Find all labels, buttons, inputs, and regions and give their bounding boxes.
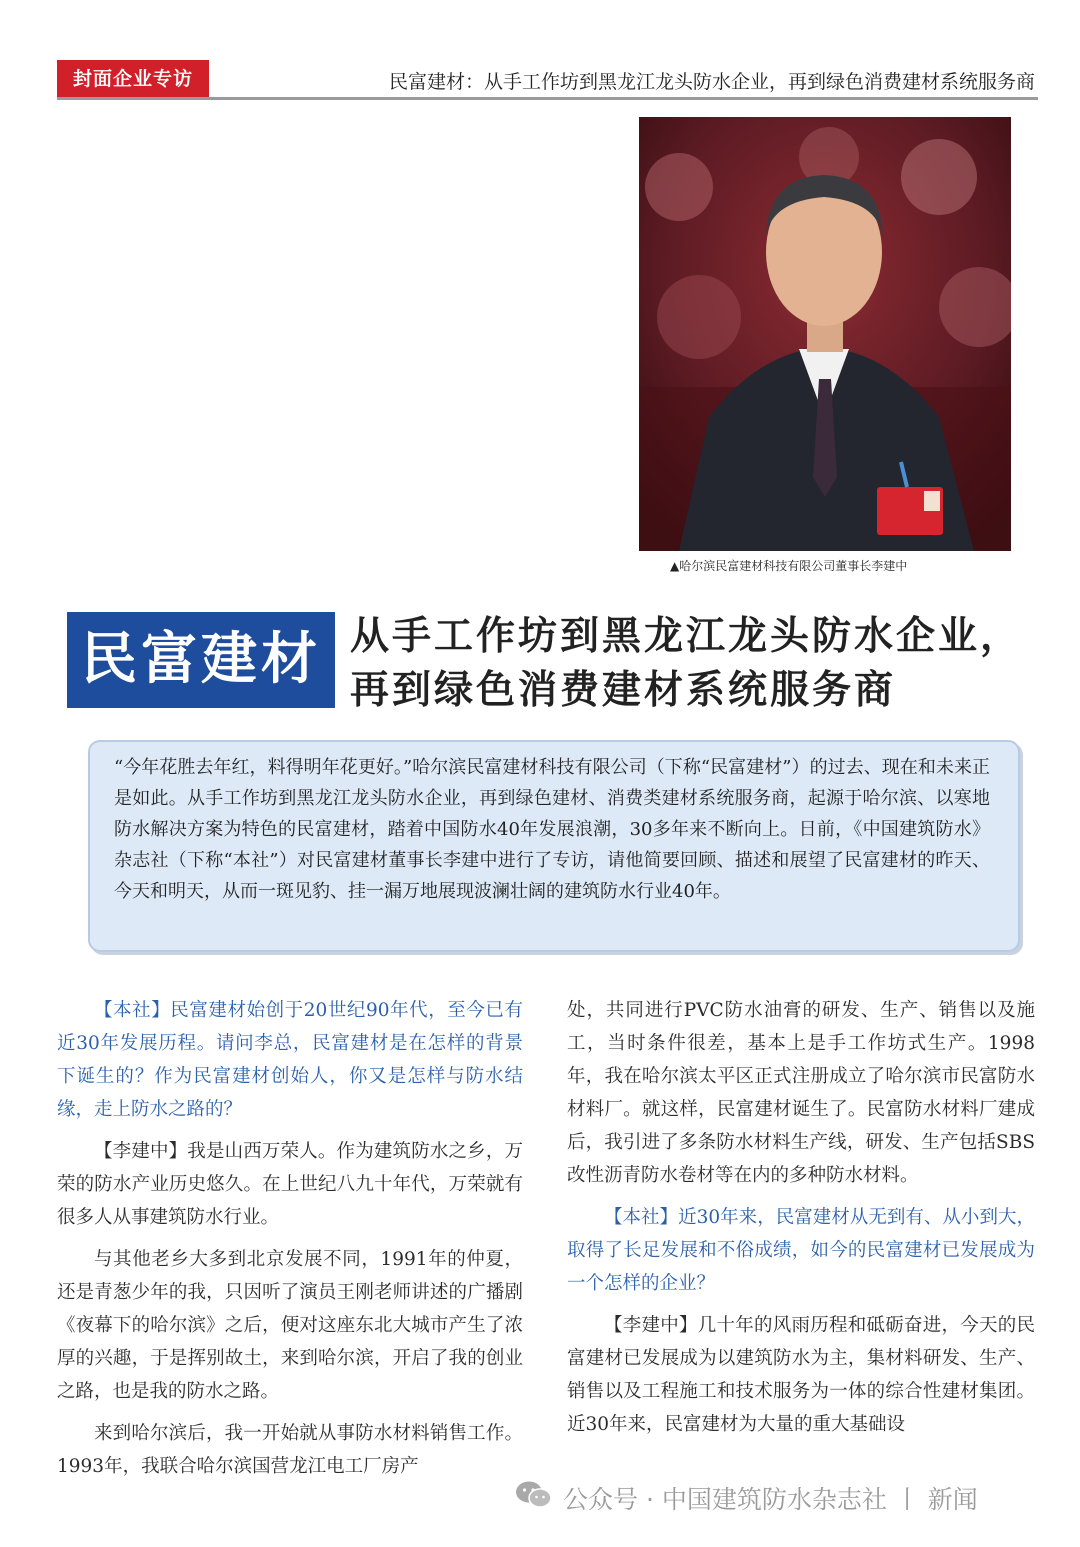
right-column [567, 994, 1035, 1450]
wechat-icon [515, 1480, 553, 1516]
portrait-photo [639, 117, 1011, 551]
header-divider [57, 97, 1038, 100]
paragraph: 来到哈尔滨后，我一开始就从事防水材料销售工作。1993年，我联合哈尔滨国营龙江电工厂房产 [57, 1423, 523, 1477]
answer-1: 【李建中】我是山西万荣人。作为建筑防水之乡，万荣的防水产业历史悠久。在上世纪八九十年代，万荣就有很多人从事建筑防水行业。 [57, 1141, 523, 1228]
question-2: 【本社】近30年来，民富建材从无到有、从小到大，取得了长足发展和不俗成绩，如今的民富建材已发展成为一个怎样的企业？ [567, 1207, 1035, 1294]
watermark [515, 1480, 978, 1516]
left-column [57, 994, 523, 1492]
section-tag: 封面企业专访 [57, 60, 209, 98]
headline-line-2: 再到绿色消费建材系统服务商 [350, 668, 897, 713]
portrait-illustration [639, 117, 1011, 551]
answer-2: 【李建中】几十年的风雨历程和砥砺奋进，今天的民富建材已发展成为以建筑防水为主，集材料研发、生产、销售以及工程施工和技术服务为一体的综合性建材集团。近30年来，民富建材为大量的重大基础设 [567, 1315, 1035, 1435]
paragraph: 与其他老乡大多到北京发展不同，1991年的仲夏，还是青葱少年的我，只因听了演员王刚老师讲述的广播剧《夜幕下的哈尔滨》之后，便对这座东北大城市产生了浓厚的兴趣，于是挥别故土，来到哈尔滨，开启了我的创业之路，也是我的防水之路。 [57, 1249, 523, 1402]
watermark-text: 公众号 · 中国建筑防水杂志社 丨 新闻 [563, 1485, 978, 1514]
brand-title-box: 民富建材 [67, 612, 335, 708]
article-headline [350, 610, 1022, 718]
running-title: 民富建材：从手工作坊到黑龙江龙头防水企业，再到绿色消费建材系统服务商 [388, 71, 1035, 93]
question-1: 【本社】民富建材始创于20世纪90年代，至今已有近30年发展历程。请问李总，民富建材是在怎样的背景下诞生的？作为民富建材创始人，你又是怎样与防水结缘，走上防水之路的？ [57, 1000, 523, 1120]
photo-caption: ▲哈尔滨民富建材科技有限公司董事长李建中 [670, 559, 908, 573]
headline-line-1: 从手工作坊到黑龙江龙头防水企业， [350, 614, 1023, 659]
intro-text: “今年花胜去年红，料得明年花更好。”哈尔滨民富建材科技有限公司（下称“民富建材”）的过去、现在和未来正是如此。从手工作坊到黑龙江龙头防水企业，再到绿色建材、消费类建材系统服务商，起源于哈尔滨、以寒地防水解决方案为特色的民富建材，踏着中国防水40年发展浪潮，30多年来不断向上。日前，《中国建筑防水》杂志社（下称“本社”）对民富建材董事长李建中进行了专访，请他简要回顾、描述和展望了民富建材的昨天、今天和明天，从而一斑见豹、挂一漏万地展现波澜壮阔的建筑防水行业40年。 [114, 757, 990, 902]
intro-box [88, 740, 1020, 952]
paragraph-continued: 处，共同进行PVC防水油膏的研发、生产、销售以及施工，当时条件很差，基本上是手工作坊式生产。1998年，我在哈尔滨太平区正式注册成立了哈尔滨市民富防水材料厂。就这样，民富建材诞生了。民富防水材料厂建成后，我引进了多条防水材料生产线，研发、生产包括SBS改性沥青防水卷材等在内的多种防水材料。 [567, 1000, 1035, 1186]
